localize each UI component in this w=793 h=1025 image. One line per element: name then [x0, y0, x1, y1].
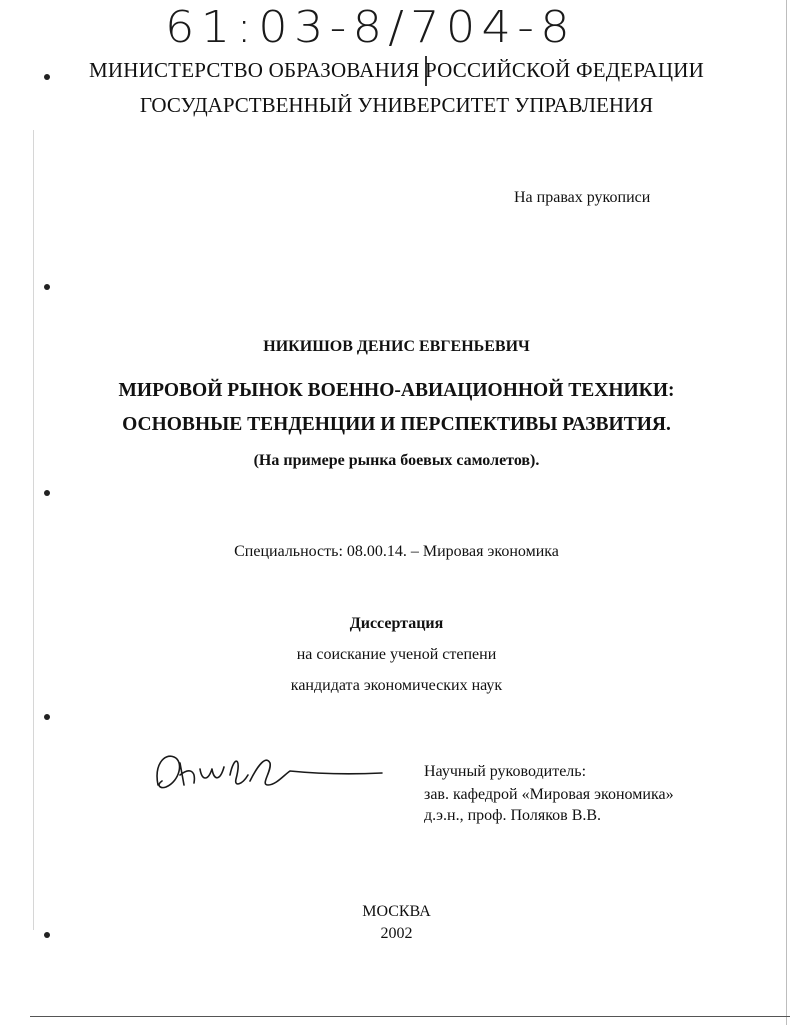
binding-hole-mark [44, 714, 50, 720]
title-line-2: ОСНОВНЫЕ ТЕНДЕНЦИИ И ПЕРСПЕКТИВЫ РАЗВИТИЯ. [122, 414, 671, 435]
specialty-line: Специальность: 08.00.14. – Мировая экономика [234, 543, 559, 560]
city: МОСКВА [362, 903, 431, 920]
advisor-name: д.э.н., проф. Поляков В.В. [424, 807, 602, 824]
binding-hole-mark [44, 490, 50, 496]
advisor-label: Научный руководитель: [424, 763, 587, 780]
title-line-1: МИРОВОЙ РЫНОК ВОЕННО-АВИАЦИОННОЙ ТЕХНИКИ: [118, 380, 675, 401]
degree-line-1: на соискание ученой степени [296, 646, 497, 663]
university-heading: ГОСУДАРСТВЕННЫЙ УНИВЕРСИТЕТ УПРАВЛЕНИЯ [139, 93, 654, 117]
degree-line-2: кандидата экономических наук [290, 677, 503, 694]
rights-note: На правах рукописи [514, 189, 651, 206]
title-subtitle: (На примере рынка боевых самолетов). [253, 452, 540, 469]
dissertation-label: Диссертация [349, 615, 444, 632]
ministry-heading: МИНИСТЕРСТВО ОБРАЗОВАНИЯ РОССИЙСКОЙ ФЕДЕРАЦИИ [88, 58, 704, 82]
year: 2002 [380, 925, 413, 942]
author-name: НИКИШОВ ДЕНИС ЕВГЕНЬЕВИЧ [263, 338, 530, 355]
binding-hole-mark [44, 284, 50, 290]
author-signature [150, 745, 390, 805]
handwritten-archive-code: 61:03-8/704-8 [165, 2, 576, 53]
scan-bottom-edge-line [30, 1016, 790, 1017]
scan-left-margin-line [33, 130, 34, 930]
scan-right-edge-line [786, 0, 787, 1025]
advisor-position: зав. кафедрой «Мировая экономика» [424, 786, 674, 803]
